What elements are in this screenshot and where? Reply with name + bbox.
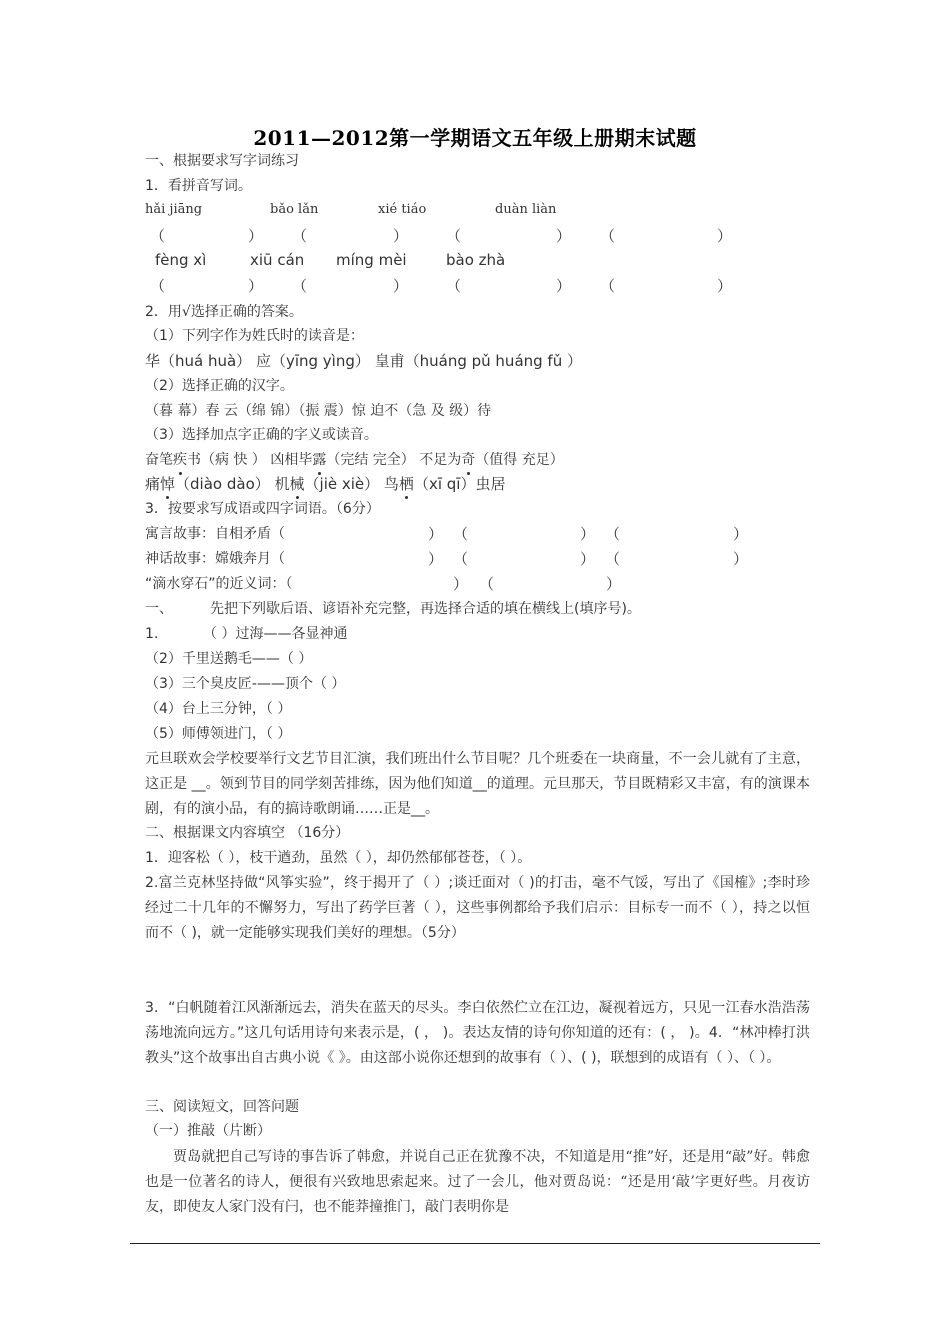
dotted-char: 悼 (160, 475, 176, 493)
text: （jiè xiè） 鸟 (304, 475, 399, 493)
question-3-row-2-label: 神话故事：嫦娥奔月（ (145, 551, 285, 567)
footer-rule (130, 1243, 820, 1244)
dotted-char: 露 (312, 452, 327, 468)
dotted-char: 栖 (398, 475, 414, 493)
xiehouyu-item-1-number: 1. (145, 626, 159, 642)
answer-box-close: ） (393, 277, 409, 295)
xiehouyu-item-3: （3）三个臭皮匠-——顶个（ ） (145, 676, 346, 692)
section-2-heading: 二、根据课文内容填空 （16分） (145, 825, 350, 841)
question-2-1: （1）下列字作为姓氏时的读音是： (145, 328, 364, 344)
answer-box-close: ） (248, 227, 264, 245)
xiehouyu-paragraph: 元旦联欢会学校要举行文艺节目汇演，我们班出什么节目呢？几个班委在一块商量，不一会儿就有了主意，这正是 __。领到节目的同学刻苦排练，因为他们知道__的道理。元旦那天，节目既精彩又丰富，有的演课本剧，有的演小品，有的搞诗歌朗诵……正是__。 (145, 751, 810, 817)
question-2-2-options: （暮 幕）春 云（绵 锦）（振 震）惊 迫不（急 及 级）待 (145, 403, 492, 419)
question-2-heading: 2．用√选择正确的答案。 (145, 304, 303, 320)
dotted-char: 奇 (461, 452, 476, 468)
section-3-heading: 三、阅读短文，回答问题 (145, 1099, 299, 1115)
answer-box-open: （ (446, 277, 462, 295)
section-2-item-1: 1．迎客松（ ），枝干遒劲，虽然（ ），却仍然郁郁苍苍，（ ）。 (145, 850, 532, 866)
xiehouyu-item-5: （5）师傅领进门，（ ） (145, 726, 292, 742)
question-3-heading: 3．按要求写成语或四字词语。（6分） (145, 501, 380, 517)
xiehouyu-heading: 先把下列歇后语、谚语补充完整，再选择合适的填在横线上(填序号)。 (210, 601, 641, 617)
answer-box-open: （ (292, 277, 308, 295)
answer-box-open: （ (605, 550, 621, 568)
xiehouyu-item-1: （ ）过海——各显神通 (203, 626, 348, 642)
pinyin-3: xié tiáo (378, 202, 427, 217)
answer-box-open: （ (150, 277, 166, 295)
answer-box-open: （ (479, 575, 495, 593)
pinyin-5: fèng xì (155, 251, 207, 269)
answer-box-close: ） (428, 525, 444, 543)
answer-box-open: （ (446, 227, 462, 245)
answer-box-open: （ (600, 227, 616, 245)
answer-box-close: ） (717, 227, 733, 245)
pinyin-4: duàn liàn (495, 202, 557, 217)
answer-box-close: ） (580, 550, 596, 568)
section-1-heading: 一、根据要求写字词练习 (145, 153, 299, 169)
answer-box-close: ） (733, 525, 749, 543)
pinyin-1: hǎi jiāng (145, 202, 203, 217)
answer-box-close: ） (453, 575, 469, 593)
answer-box-close: ） (606, 575, 622, 593)
pinyin-8: bào zhà (446, 251, 506, 269)
pinyin-7: míng mèi (336, 251, 407, 269)
xiehouyu-item-2: （2）千里送鹅毛——（ ） (145, 651, 313, 667)
question-1-heading: 1．看拼音写词。 (145, 178, 252, 194)
pinyin-2: bǎo lǎn (270, 202, 319, 217)
text: （diào dào） 机 (175, 475, 290, 493)
answer-box-close: ） (556, 227, 572, 245)
answer-box-open: （ (453, 525, 469, 543)
text: （值得 充足） (475, 452, 564, 468)
question-2-2: （2）选择正确的汉字。 (145, 378, 294, 394)
section-2-item-3: 3．“白帆随着江风渐渐远去，消失在蓝天的尽头。李白依然伫立在江边，凝视着远方，只见一江春水浩浩荡荡地流向远方。”这几句话用诗句来表示是，( ， )。表达友情的诗句你知道的还有：( ， )。4．“林冲棒打洪教头”这个故事出自古典小说《 》。由这部小说你还想到的故事有（ ）、( )，联想到的成语有（ ）、（ ）。 (145, 1000, 810, 1066)
pinyin-6: xiū cán (250, 251, 305, 269)
question-3-row-3-label: “滴水穿石”的近义词：（ (145, 576, 293, 592)
dotted-char: 械 (289, 475, 305, 493)
text: （完结 完全） 不足为 (326, 452, 462, 468)
question-2-3-line-1 (145, 450, 564, 470)
section-2-item-2: 2.富兰克林坚持做“风筝实验”，终于揭开了（ ）;谈迁面对（ )的打击，毫不气馁，写出了《国榷》;李时珍经过二十几年的不懈努力，写出了药学巨著（ ），这些事例都给予我们启示：目标专一而不（ ），持之以恒而不（ )，就一定能够实现我们美好的理想。（5分） (145, 875, 810, 941)
question-2-3: （3）选择加点字正确的字义或读音。 (145, 427, 378, 443)
text: （xī qī）虫居 (413, 475, 506, 493)
answer-box-open: （ (600, 277, 616, 295)
xiehouyu-item-4: （4）台上三分钟，（ ） (145, 701, 292, 717)
answer-box-open: （ (292, 227, 308, 245)
answer-box-close: ） (428, 550, 444, 568)
question-3-row-1-label: 寓言故事：自相矛盾（ (145, 526, 285, 542)
answer-box-close: ） (580, 525, 596, 543)
reading-passage: 贾岛就把自己写诗的事告诉了韩愈，并说自己正在犹豫不决，不知道是用“推”好，还是用“敲”好。韩愈也是一位著名的诗人，便很有兴致地思索起来。过了一会儿，他对贾岛说：“还是用‘敲’字更好些。月夜访友，即使友人家门没有闩，也不能莽撞推门，敲门表明你是 (145, 1149, 810, 1215)
answer-box-close: ） (556, 277, 572, 295)
question-2-3-line-2 (145, 474, 505, 494)
answer-box-close: ） (393, 227, 409, 245)
answer-box-close: ） (733, 550, 749, 568)
answer-box-close: ） (717, 277, 733, 295)
answer-box-open: （ (453, 550, 469, 568)
question-2-1-options: 华（huá huà） 应（yīng yìng） 皇甫（huáng pǔ huáng fǔ ） (145, 352, 582, 370)
dotted-char: 疾 (173, 452, 187, 468)
text: 奋笔 (145, 452, 173, 468)
section-3-subheading: （一）推敲（片断） (145, 1123, 271, 1139)
answer-box-close: ） (248, 277, 264, 295)
answer-box-open: （ (150, 227, 166, 245)
page-title: 2011—2012第一学期语文五年级上册期末试题 (253, 126, 697, 150)
xiehouyu-heading-number: 一、 (145, 601, 173, 617)
text: 书（病 快 ） 凶相毕 (187, 452, 313, 468)
answer-box-open: （ (605, 525, 621, 543)
text: 痛 (145, 475, 161, 493)
